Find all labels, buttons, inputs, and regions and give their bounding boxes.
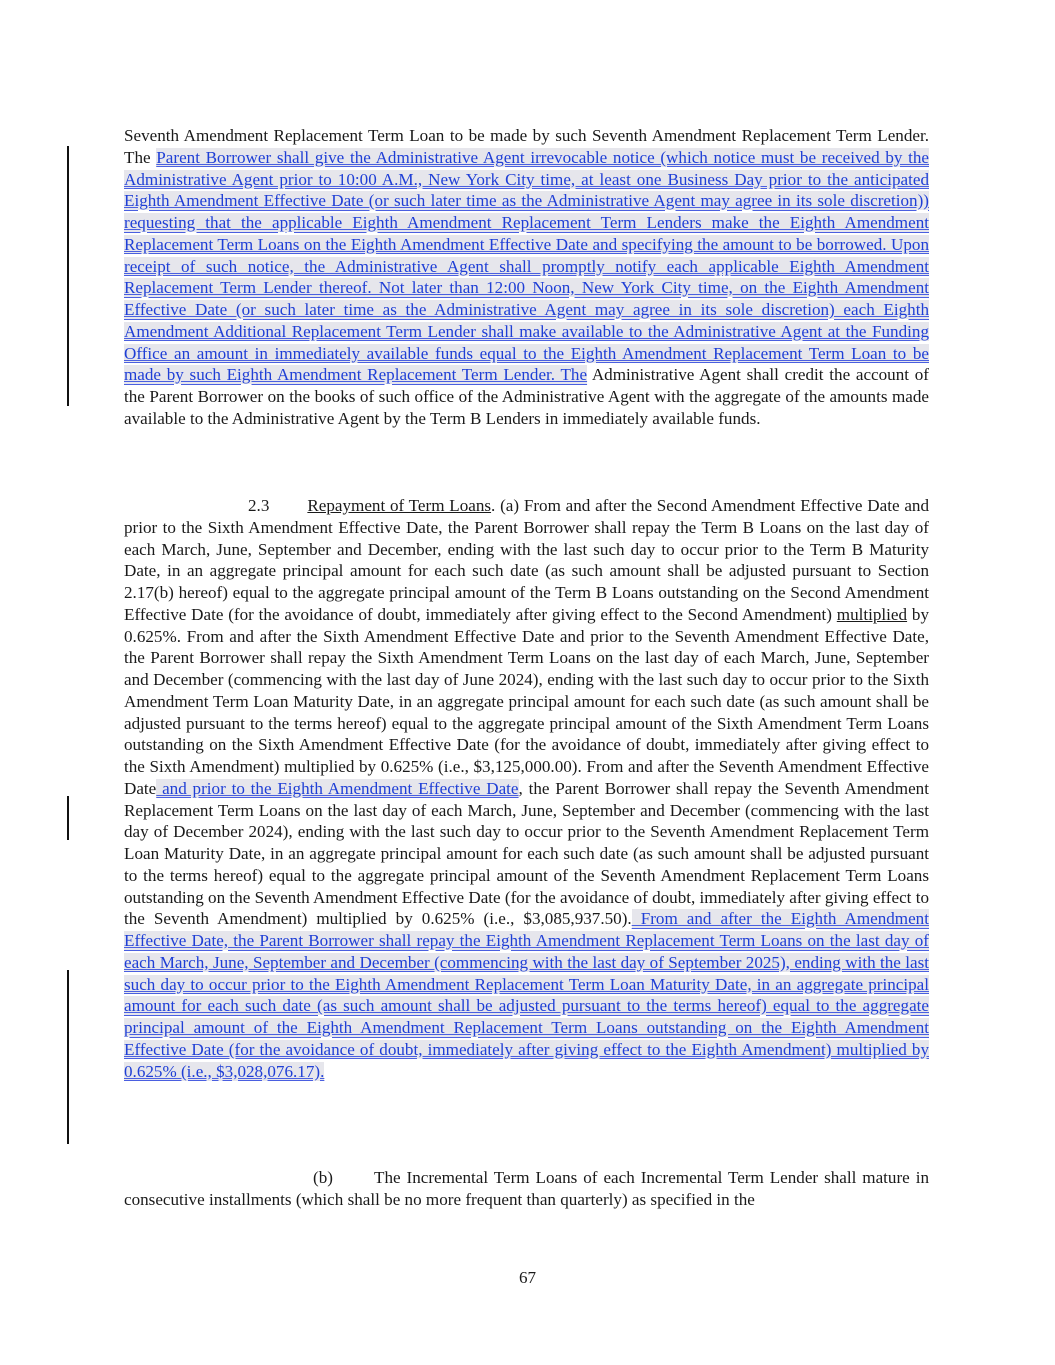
section-number: 2.3 (248, 496, 270, 515)
text-run: . (a) From and after the Second Amendment Effective Date and prior to the Sixth Amendment Effective Date, the Parent Borrower shall repay the Term B Loans on the last day of each March, June, September and December, ending with the last such day to occur prior to the Term B Maturity Date, in an aggregate principal amount for each such date (as such amount shall be adjusted pursuant to Section 2.17(b) hereof) equal to the aggregate principal amount of the Term B Loans outstanding on the Second Amendment Effective Date (for the avoidance of doubt, immediately after giving effect to the Second Amendment) (124, 496, 929, 624)
section-2-3-paragraph (124, 495, 929, 1082)
inserted-text: and prior to the Eighth Amendment Effective Date (156, 778, 519, 798)
inserted-text: From and after the Eighth Amendment Effective Date, the Parent Borrower shall repay the Eighth Amendment Replacement Term Loans on the last day of each March, June, September and December (commencing with the last day of September 2025), ending with the last such day to occur prior to the Eighth Amendment Replacement Term Loan Maturity Date, in an aggregate principal amount for each such date (as such amount shall be adjusted pursuant to the terms hereof) equal to the aggregate principal amount of the Eighth Amendment Replacement Term Loans outstanding on the Eighth Amendment Effective Date (for the avoidance of doubt, immediately after giving effect to the Eighth Amendment) multiplied by 0.625% (i.e., $3,028,076.17). (124, 909, 929, 1081)
change-bar (67, 146, 69, 406)
text-run: by 0.625%. From and after the Sixth Amendment Effective Date and prior to the Seventh Amendment Effective Date, the Parent Borrower shall repay the Sixth Amendment Term Loans on the last day of each March, June, September and December (commencing with the last day of June 2024), ending with the last such day to occur prior to the Sixth Amendment Term Loan Maturity Date, in an aggregate principal amount for each such date (as such amount shall be adjusted pursuant to the terms hereof) equal to the aggregate principal amount of the Sixth Amendment Term Loans outstanding on the Sixth Amendment Effective Date (for the avoidance of doubt, immediately after giving effect to the Sixth Amendment) multiplied by 0.625% (i.e., $3,125,000.00). From and after the Seventh Amendment Effective Date (124, 604, 929, 798)
text-run: The Incremental Term Loans of each Incremental Term Lender shall mature in consecutive installments (which shall be no more frequent than quarterly) as specified in the (124, 1168, 929, 1209)
paragraph-b (124, 1167, 929, 1211)
change-bar (67, 796, 69, 840)
inserted-text: Parent Borrower shall give the Administrative Agent irrevocable notice (which notice must be received by the Administrative Agent prior to 10:00 A.M., New York City time, at least one Business Day prior to the anticipated Eighth Amendment Effective Date (or such later time as the Administrative Agent may agree in its sole discretion)) requesting that the applicable Eighth Amendment Replacement Term Lenders make the Eighth Amendment Replacement Term Loans on the Eighth Amendment Effective Date and specifying the amount to be borrowed. Upon receipt of such notice, the Administrative Agent shall promptly notify each applicable Eighth Amendment Replacement Term Lender thereof. Not later than 12:00 Noon, New York City time, on the Eighth Amendment Effective Date (or such later time as the Administrative Agent may agree in its sole discretion) each Eighth Amendment Additional Replacement Term Lender shall make available to the Administrative Agent at the Funding Office an amount in immediately available funds equal to the Eighth Amendment Replacement Term Loan to be made by such Eighth Amendment Replacement Term Lender. The (124, 147, 929, 385)
section-heading-spacer (269, 495, 307, 517)
text-run: Seventh Amendment Replacement Term Loan to be made by such Seventh Amendment Replacement Term Lender. The (124, 126, 929, 167)
change-bar (67, 970, 69, 1144)
paragraph-label: (b) (313, 1168, 333, 1187)
text-run: , the Parent Borrower shall repay the Seventh Amendment Replacement Term Loans on the last day of each March, June, September and December (commencing with the last day of December 2024), ending with the last such day to occur prior to the Seventh Amendment Replacement Term Loan Maturity Date, in an aggregate principal amount for each such date (as such amount shall be adjusted pursuant to the terms hereof) equal to the aggregate principal amount of the Seventh Amendment Replacement Term Loans outstanding on the Seventh Amendment Effective Date (for the avoidance of doubt, immediately after giving effect to the Seventh Amendment) multiplied by 0.625% (i.e., $3,085,937.50). (124, 778, 929, 929)
underlined-term: multiplied (836, 604, 908, 624)
section-heading: Repayment of Term Loans (307, 496, 492, 515)
paragraph-continuation (124, 125, 929, 430)
page-number: 67 (518, 1268, 537, 1287)
text-run: Administrative Agent shall credit the account of the Parent Borrower on the books of such office of the Administrative Agent with the aggregate of the amounts made available to the Administrative Agent by the Term B Lenders in immediately available funds. (124, 365, 929, 428)
